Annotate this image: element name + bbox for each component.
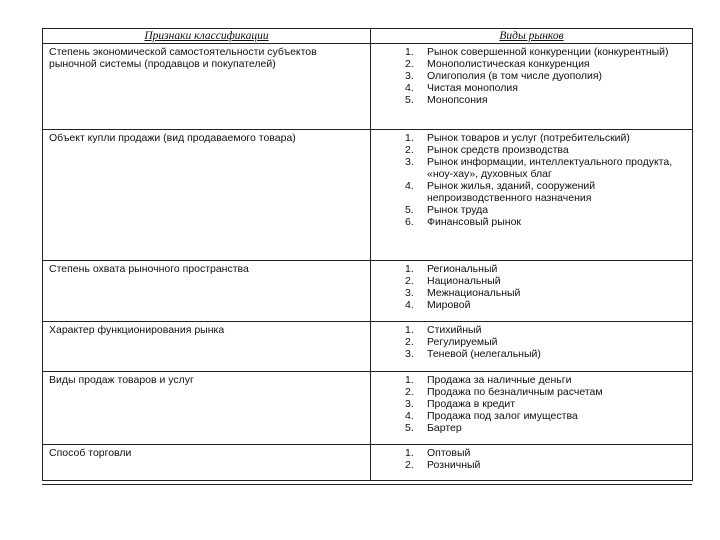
- criterion-cell: Виды продаж товаров и услуг: [43, 372, 371, 445]
- list-item: [375, 204, 688, 216]
- market-types-cell: [371, 261, 693, 322]
- item-text: Продажа под залог имущества: [427, 410, 578, 422]
- list-item: [375, 410, 688, 422]
- item-number: 2.: [405, 275, 414, 287]
- item-number: 2.: [405, 386, 414, 398]
- criterion-cell: Объект купли продажи (вид продаваемого товара): [43, 130, 371, 261]
- item-number: 3.: [405, 348, 414, 360]
- item-number: 1.: [405, 46, 414, 58]
- item-number: 3.: [405, 398, 414, 410]
- item-text: Продажа в кредит: [427, 398, 516, 410]
- market-types-list: [375, 324, 688, 360]
- criterion-cell: Степень экономической самостоятельности субъектов рыночной системы (продавцов и покупателей): [43, 44, 371, 130]
- market-types-cell: [371, 130, 693, 261]
- item-text: Межнациональный: [427, 287, 521, 299]
- item-text: Продажа за наличные деньги: [427, 374, 572, 386]
- list-item: [375, 336, 688, 348]
- item-number: 5.: [405, 204, 414, 216]
- item-text: Рынок совершенной конкуренции (конкурентный): [427, 46, 669, 58]
- table-row: [43, 322, 693, 372]
- item-number: 1.: [405, 374, 414, 386]
- criterion-cell: Степень охвата рыночного пространства: [43, 261, 371, 322]
- market-types-list: [375, 374, 688, 434]
- item-number: 4.: [405, 410, 414, 422]
- item-number: 1.: [405, 447, 414, 459]
- item-number: 1.: [405, 263, 414, 275]
- list-item: [375, 299, 688, 311]
- item-text: Оптовый: [427, 447, 471, 459]
- market-types-list: [375, 447, 688, 471]
- list-item: [375, 263, 688, 275]
- item-text: Мировой: [427, 299, 471, 311]
- market-types-cell: [371, 372, 693, 445]
- list-item: [375, 324, 688, 336]
- list-item: [375, 374, 688, 386]
- list-item: [375, 422, 688, 434]
- item-number: 2.: [405, 58, 414, 70]
- table-bottom-border: [42, 484, 692, 485]
- list-item: [375, 82, 688, 94]
- header-criteria: Признаки классификации: [43, 29, 371, 44]
- item-number: 3.: [405, 156, 414, 168]
- table-body: [43, 44, 693, 481]
- item-text: Рынок товаров и услуг (потребительский): [427, 132, 630, 144]
- item-text: Монопсония: [427, 94, 488, 106]
- list-item: [375, 144, 688, 156]
- item-number: 3.: [405, 287, 414, 299]
- table-header-row: [43, 29, 693, 44]
- table-row: [43, 261, 693, 322]
- item-number: 4.: [405, 180, 414, 192]
- list-item: [375, 156, 688, 180]
- table-row: [43, 130, 693, 261]
- item-text: Стихийный: [427, 324, 482, 336]
- list-item: [375, 348, 688, 360]
- item-text: Региональный: [427, 263, 498, 275]
- item-number: 2.: [405, 336, 414, 348]
- header-market-types: Виды рынков: [371, 29, 693, 44]
- item-text: Теневой (нелегальный): [427, 348, 541, 360]
- list-item: [375, 132, 688, 144]
- list-item: [375, 447, 688, 459]
- market-types-cell: [371, 44, 693, 130]
- list-item: [375, 275, 688, 287]
- list-item: [375, 58, 688, 70]
- criterion-cell: Характер функционирования рынка: [43, 322, 371, 372]
- list-item: [375, 398, 688, 410]
- market-types-cell: [371, 322, 693, 372]
- item-text: Рынок средств производства: [427, 144, 569, 156]
- item-text: Монополистическая конкуренция: [427, 58, 590, 70]
- criterion-cell: Способ торговли: [43, 445, 371, 481]
- item-number: 5.: [405, 94, 414, 106]
- item-text: Национальный: [427, 275, 501, 287]
- item-text: Рынок информации, интеллектуального продукта, «ноу-хау», духовных благ: [427, 156, 673, 180]
- table-row: [43, 44, 693, 130]
- item-number: 6.: [405, 216, 414, 228]
- market-types-list: [375, 46, 688, 106]
- list-item: [375, 70, 688, 82]
- item-text: Олигополия (в том числе дуополия): [427, 70, 603, 82]
- item-number: 3.: [405, 70, 414, 82]
- item-number: 4.: [405, 82, 414, 94]
- classification-table: [42, 28, 693, 481]
- item-number: 2.: [405, 144, 414, 156]
- item-number: 2.: [405, 459, 414, 471]
- item-number: 1.: [405, 324, 414, 336]
- item-text: Финансовый рынок: [427, 216, 522, 228]
- item-text: Бартер: [427, 422, 462, 434]
- table-row: [43, 372, 693, 445]
- item-text: Продажа по безналичным расчетам: [427, 386, 603, 398]
- list-item: [375, 459, 688, 471]
- list-item: [375, 180, 688, 204]
- list-item: [375, 386, 688, 398]
- table-row: [43, 445, 693, 481]
- item-number: 1.: [405, 132, 414, 144]
- item-text: Чистая монополия: [427, 82, 518, 94]
- market-types-list: [375, 263, 688, 311]
- item-text: Рынок жилья, зданий, сооружений непроизводственного назначения: [427, 180, 596, 204]
- list-item: [375, 216, 688, 228]
- item-number: 4.: [405, 299, 414, 311]
- list-item: [375, 94, 688, 106]
- item-text: Регулируемый: [427, 336, 498, 348]
- list-item: [375, 46, 688, 58]
- item-number: 5.: [405, 422, 414, 434]
- market-types-list: [375, 132, 688, 228]
- list-item: [375, 287, 688, 299]
- item-text: Рынок труда: [427, 204, 489, 216]
- item-text: Розничный: [427, 459, 481, 471]
- market-types-cell: [371, 445, 693, 481]
